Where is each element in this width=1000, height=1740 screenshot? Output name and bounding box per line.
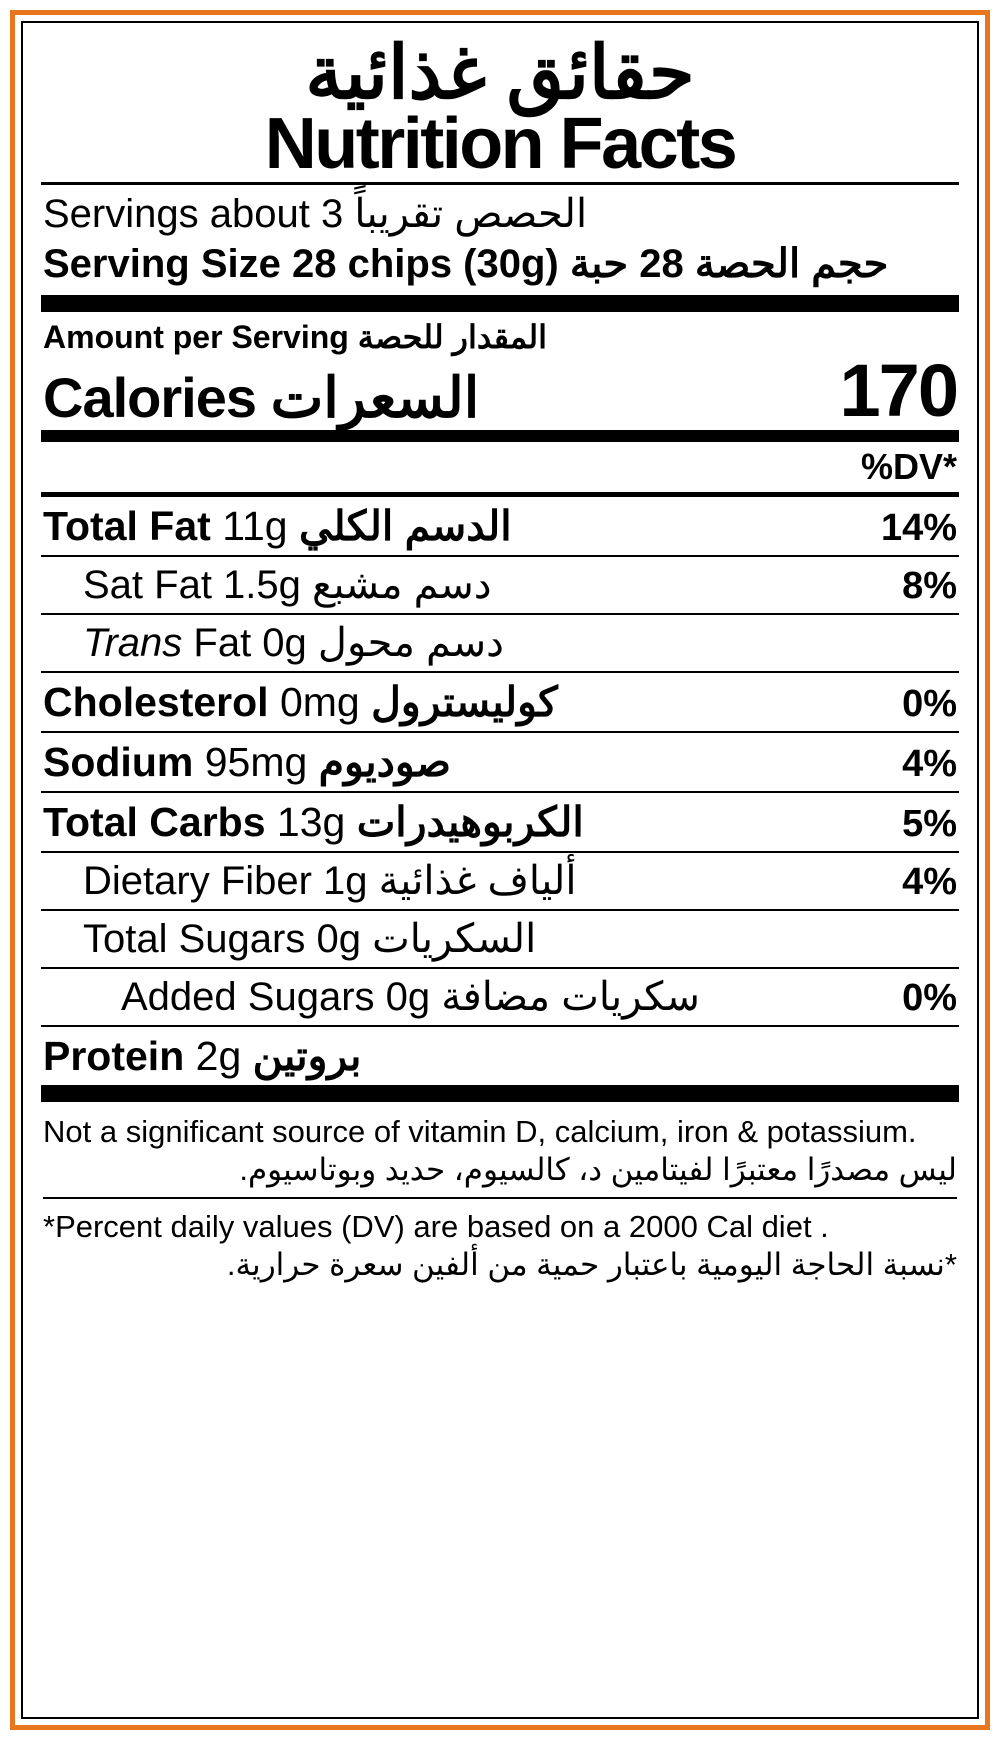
spacer [41, 1283, 959, 1707]
nutrient-row [41, 497, 959, 555]
calories-row [41, 348, 959, 432]
divider-under-protein [41, 1085, 959, 1102]
nutrient-row [41, 793, 959, 851]
nutrient-row [41, 615, 959, 671]
nutrient-row [41, 673, 959, 731]
nutrient-daily-value: 4% [902, 860, 957, 903]
nutrient-row [41, 557, 959, 613]
nutrient-row [41, 969, 959, 1025]
nutrient-label: Total Fat 11g الدسم الكلي [43, 502, 512, 549]
amount-per-serving-label: Amount per Serving المقدار للحصة [43, 318, 547, 355]
nutrient-row [41, 1027, 959, 1085]
footnote-divider [43, 1197, 957, 1199]
nutrient-label: Dietary Fiber 1g ألياف غذائية [83, 858, 577, 903]
nutrient-label: Cholesterol 0mg كوليسترول [43, 678, 558, 725]
servings-per-container: Servings about 3 الحصص تقريباً [43, 191, 588, 236]
nutrient-daily-value: 8% [902, 564, 957, 607]
nutrient-list [41, 497, 959, 1085]
nutrient-row [41, 733, 959, 791]
nutrient-label: Added Sugars 0g سكريات مضافة [121, 974, 700, 1019]
nutrient-label: Trans Fat 0g دسم محول [83, 620, 504, 665]
serving-size: Serving Size 28 chips (30g) حجم الحصة 28 حبة [43, 241, 889, 286]
nutrient-daily-value: 4% [902, 742, 957, 785]
nutrient-label: Sodium 95mg صوديوم [43, 738, 451, 785]
nutrient-label: Sat Fat 1.5g دسم مشبع [83, 562, 492, 607]
nutrient-label: Total Carbs 13g الكربوهيدرات [43, 798, 584, 845]
nutrient-daily-value: 5% [902, 802, 957, 845]
nutrient-daily-value: 0% [902, 682, 957, 725]
title-arabic: حقائق غذائية [305, 31, 695, 114]
title-english: Nutrition Facts [264, 103, 736, 184]
footnote-dv-en: *Percent daily values (DV) are based on a 2000 Cal diet . [43, 1208, 829, 1244]
footnote-not-significant-en: Not a significant source of vitamin D, calcium, iron & potassium. [43, 1113, 917, 1149]
label-inner-border [21, 21, 979, 1719]
nutrient-label: Protein 2g بروتين [43, 1032, 362, 1079]
footnotes [41, 1102, 959, 1284]
divider-under-calories [41, 430, 959, 442]
daily-value-header: %DV* [860, 445, 957, 487]
nutrient-row [41, 911, 959, 967]
nutrient-daily-value: 0% [902, 976, 957, 1019]
footnote-dv-ar: *نسبة الحاجة اليومية باعتبار حمية من ألفين سعرة حرارية. [226, 1247, 957, 1283]
nutrient-label: Total Sugars 0g السكريات [83, 916, 537, 961]
calories-value: 170 [839, 348, 957, 432]
footnote-not-significant-ar: ليس مصدرًا معتبرًا لفيتامين د، كالسيوم، حديد وبوتاسيوم. [239, 1152, 957, 1188]
calories-label: Calories السعرات [43, 365, 480, 429]
label-outer-border [10, 10, 990, 1730]
nutrient-daily-value: 14% [880, 506, 957, 549]
nutrient-row [41, 853, 959, 909]
divider-thick-top [41, 295, 959, 312]
